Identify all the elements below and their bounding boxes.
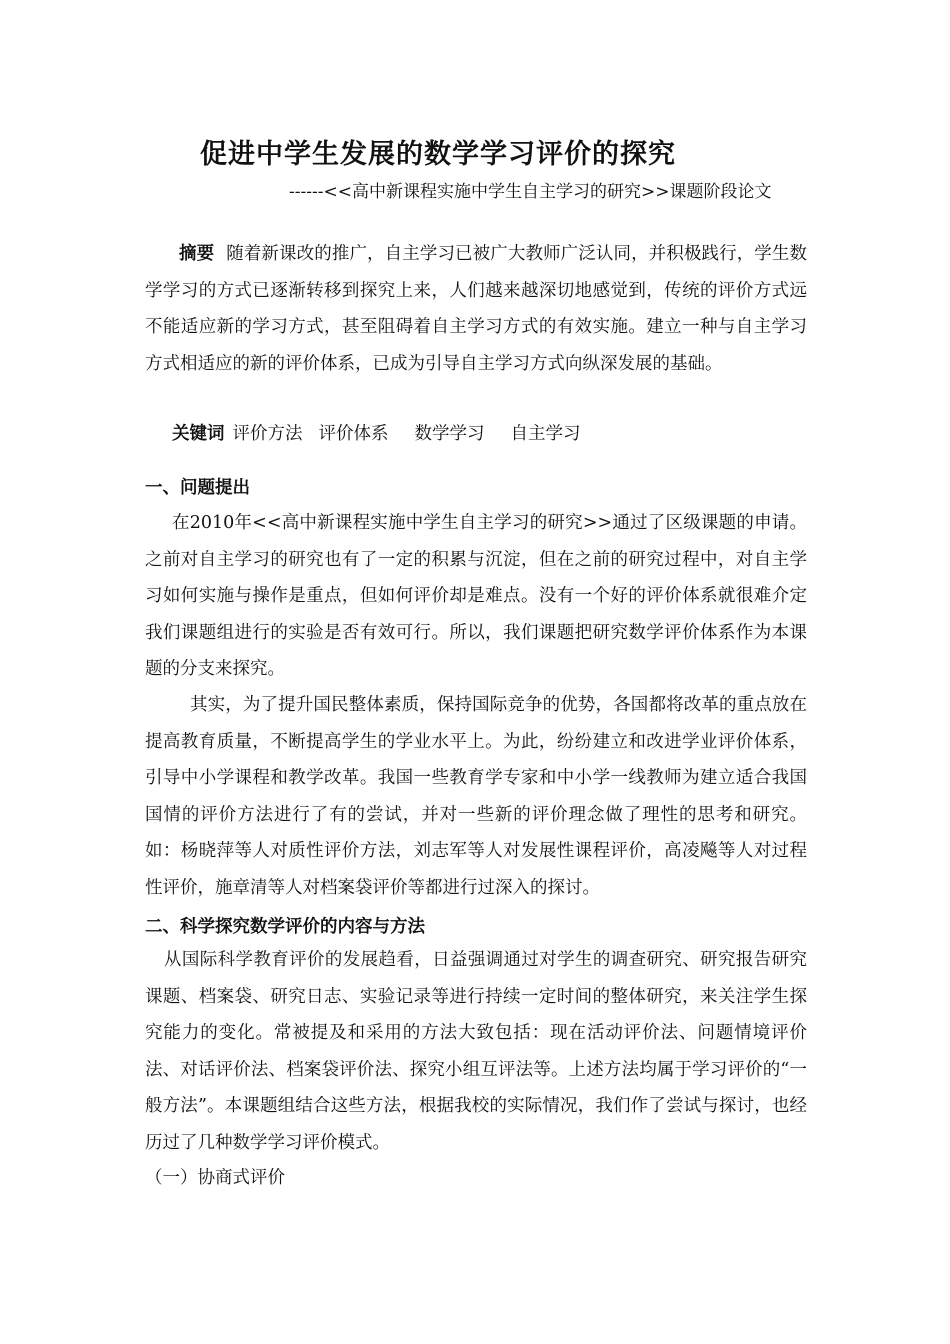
keyword-item: 数学学习 xyxy=(414,424,485,444)
subsection-heading: （一）协商式评价 xyxy=(145,1168,285,1188)
body-paragraph: 从国际科学教育评价的发展趋看，日益强调通过对学生的调查研究、研究报告研究课题、档案袋、研究日志、实验记录等进行持续一定时间的整体研究，来关注学生探究能力的变化。常被提及和采用的方法大致包括：现在活动评价法、问题情境评价法、对话评价法、档案袋评价法、探究小组互评法等。上述方法均属于学习评价的“一般方法”。本课题组结合这些方法，根据我校的实际情况，我们作了尝试与探讨，也经历过了几种数学学习评价模式。 xyxy=(145,950,807,1153)
section-heading: 二、科学探究数学评价的内容与方法 xyxy=(145,917,425,937)
page-title: 促进中学生发展的数学学习评价的探究 xyxy=(200,139,676,170)
keywords-line xyxy=(172,420,597,445)
abstract-label: 摘要 xyxy=(179,244,215,264)
keyword-item: 自主学习 xyxy=(510,424,581,444)
keyword-item: 评价方法 xyxy=(232,424,303,444)
keywords-label: 关键词 xyxy=(172,424,225,444)
section-heading: 一、问题提出 xyxy=(145,478,250,498)
keyword-item: 评价体系 xyxy=(318,424,389,444)
abstract-text: 随着新课改的推广，自主学习已被广大教师广泛认同，并积极践行，学生数学学习的方式已逐渐转移到探究上来，人们越来越深切地感觉到，传统的评价方式远不能适应新的学习方式，甚至阻碍着自主学习方式的有效实施。建立一种与自主学习方式相适应的新的评价体系，已成为引导自主学习方式向纵深发展的基础。 xyxy=(145,244,808,374)
body-paragraph: 在2010年<<高中新课程实施中学生自主学习的研究>>通过了区级课题的申请。之前对自主学习的研究也有了一定的积累与沉淀，但在之前的研究过程中，对自主学习如何实施与操作是重点，但如何评价却是难点。没有一个好的评价体系就很难介定我们课题组进行的实验是否有效可行。所以，我们课题把研究数学评价体系作为本课题的分支来探究。 xyxy=(145,513,807,680)
page-subtitle: ------<<高中新课程实施中学生自主学习的研究>>课题阶段论文 xyxy=(289,182,772,202)
abstract-paragraph xyxy=(145,236,807,382)
body-paragraph: 其实，为了提升国民整体素质，保持国际竞争的优势，各国都将改革的重点放在提高教育质量，不断提高学生的学业水平上。为此，纷纷建立和改进学业评价体系，引导中小学课程和教学改革。我国一些教育学专家和中小学一线教师为建立适合我国国情的评价方法进行了有的尝试，并对一些新的评价理念做了理性的思考和研究。如：杨晓萍等人对质性评价方法，刘志军等人对发展性课程评价，高凌飚等人对过程性评价，施章清等人对档案袋评价等都进行过深入的探讨。 xyxy=(145,695,807,898)
